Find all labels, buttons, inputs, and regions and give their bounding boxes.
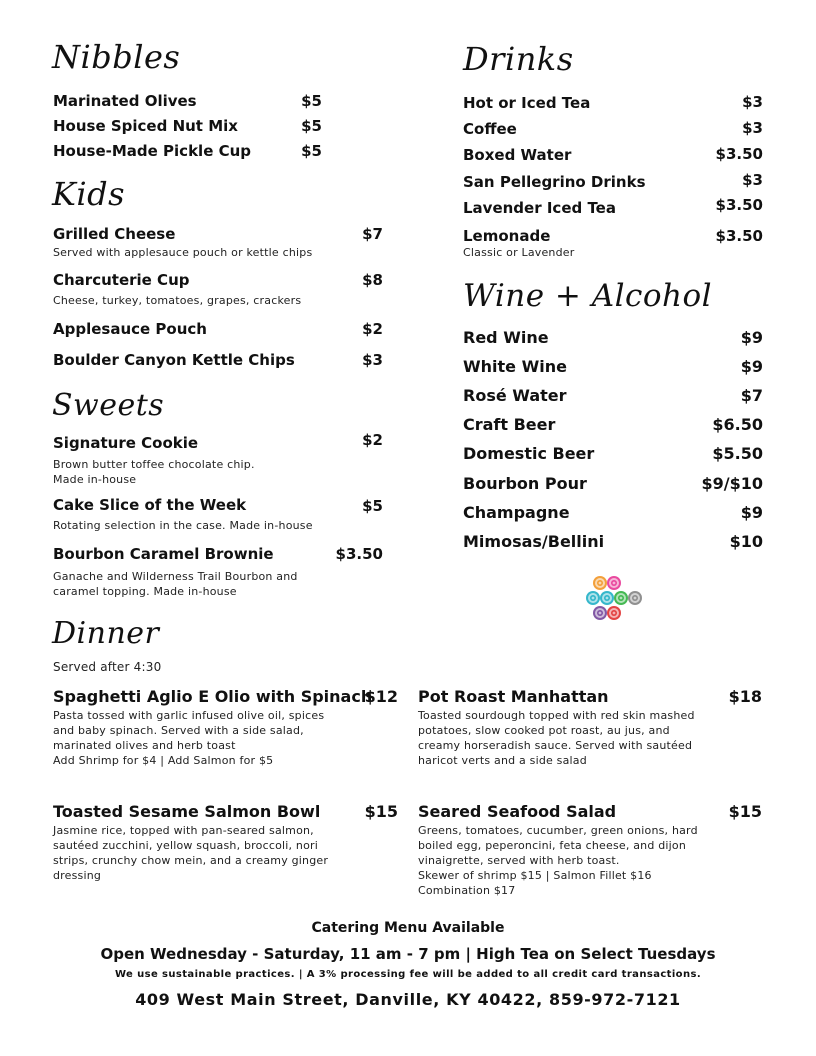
menu-item-description: strips, crunchy chow mein, and a creamy ginger [53,854,329,867]
menu-item-price: $9 [740,503,763,522]
menu-item-name: Boulder Canyon Kettle Chips [53,351,295,369]
menu-item-name: Mimosas/Bellini [463,532,605,551]
address-line: 409 West Main Street, Danville, KY 40422, 859-972-7121 [135,990,681,1009]
menu-item-price: $7 [362,225,383,243]
menu-item-description: Toasted sourdough topped with red skin mashed [418,709,695,722]
menu-item-price: $5 [301,117,322,135]
dinner-heading: Dinner [52,616,160,651]
menu-item-name: Red Wine [463,328,549,347]
menu-item-price: $3.50 [335,545,383,563]
menu-item-name: Bourbon Pour [463,474,587,493]
hours-line: Open Wednesday - Saturday, 11 am - 7 pm | High Tea on Select Tuesdays [100,945,716,963]
menu-item-price: $18 [728,687,762,706]
concentric-circles-logo-icon [584,573,644,629]
menu-item-price: $15 [728,802,762,821]
nibbles-heading: Nibbles [52,38,181,76]
menu-item-name: Craft Beer [463,415,556,434]
menu-item-price: $5.50 [712,444,763,463]
catering-notice: Catering Menu Available [311,920,505,936]
menu-item-name: Signature Cookie [53,434,199,452]
menu-item-description: Cheese, turkey, tomatoes, grapes, crackers [53,294,302,307]
menu-item-name: Champagne [463,503,570,522]
menu-item-price: $10 [729,532,763,551]
menu-item-description: boiled egg, peperoncini, feta cheese, and dijon [418,839,687,852]
menu-item-description: marinated olives and herb toast [53,739,236,752]
menu-item-price: $2 [362,431,383,449]
menu-item-name: Lavender Iced Tea [463,199,616,217]
dinner-served-note: Served after 4:30 [53,660,162,674]
menu-item-name: Marinated Olives [53,92,197,110]
menu-item-description: Combination $17 [418,884,516,897]
menu-item-name: White Wine [463,357,567,376]
policy-line: We use sustainable practices. | A 3% processing fee will be added to all credit card transactions. [114,969,702,980]
menu-item-description: potatoes, slow cooked pot roast, au jus, and [418,724,670,737]
menu-item-name: Boxed Water [463,146,572,164]
logo-circle [614,591,628,605]
menu-item-price: $3 [362,351,383,369]
menu-item-description: sautéed zucchini, yellow squash, broccoli, nori [53,839,318,852]
menu-item-price: $6.50 [712,415,763,434]
menu-item-price: $9/$10 [701,474,763,493]
menu-item-price: $8 [362,271,383,289]
menu-item-price: $5 [301,92,322,110]
menu-item-description: dressing [53,869,102,882]
logo-circle [593,606,607,620]
menu-item-name: House-Made Pickle Cup [53,142,252,160]
logo-circle [607,606,621,620]
logo-circle [586,591,600,605]
menu-item-name: Applesauce Pouch [53,320,207,338]
menu-item-description: vinaigrette, served with herb toast. [418,854,620,867]
kids-heading: Kids [52,175,126,213]
menu-item-description: haricot verts and a side salad [418,754,587,767]
menu-item-price: $3 [742,93,763,111]
menu-item-description: caramel topping. Made in-house [53,585,237,598]
menu-item-description: Skewer of shrimp $15 | Salmon Fillet $16 [418,869,652,882]
menu-item-name: Rosé Water [463,386,567,405]
menu-item-price: $9 [740,357,763,376]
menu-item-description: and baby spinach. Served with a side salad, [53,724,304,737]
menu-item-description: Brown butter toffee chocolate chip. [53,458,255,471]
menu-item-description: Ganache and Wilderness Trail Bourbon and [53,570,298,583]
menu-item-price: $3.50 [715,196,763,214]
menu-item-price: $12 [364,687,398,706]
menu-item-description: Pasta tossed with garlic infused olive oil, spices [53,709,325,722]
menu-item-name: Cake Slice of the Week [53,496,247,514]
menu-item-name: Spaghetti Aglio E Olio with Spinach [53,687,373,706]
menu-item-name: San Pellegrino Drinks [463,173,646,191]
wine-alcohol-heading: Wine + Alcohol [463,278,713,314]
menu-item-description: Jasmine rice, topped with pan-seared salmon, [53,824,314,837]
menu-item-name: Bourbon Caramel Brownie [53,545,274,563]
logo-circle [607,576,621,590]
menu-item-price: $3 [742,171,763,189]
menu-item-description: Rotating selection in the case. Made in-house [53,519,313,532]
logo-circle [593,576,607,590]
logo-circle [600,591,614,605]
drinks-heading: Drinks [463,40,574,78]
menu-item-price: $9 [740,328,763,347]
menu-item-price: $5 [362,497,383,515]
menu-item-description: Served with applesauce pouch or kettle chips [53,246,313,259]
menu-item-name: Seared Seafood Salad [418,802,617,821]
menu-item-description: Add Shrimp for $4 | Add Salmon for $5 [53,754,274,767]
menu-item-price: $5 [301,142,322,160]
menu-item-name: Charcuterie Cup [53,271,190,289]
logo-circle [628,591,642,605]
menu-item-description: Made in-house [53,473,137,486]
menu-item-description: creamy horseradish sauce. Served with sautéed [418,739,693,752]
menu-item-price: $15 [364,802,398,821]
menu-item-name: Hot or Iced Tea [463,94,591,112]
menu-item-name: Grilled Cheese [53,225,176,243]
menu-item-name: Domestic Beer [463,444,595,463]
sweets-heading: Sweets [52,388,165,423]
menu-item-price: $7 [740,386,763,405]
menu-item-name: Pot Roast Manhattan [418,687,609,706]
menu-item-price: $3 [742,119,763,137]
menu-item-description: Greens, tomatoes, cucumber, green onions, hard [418,824,698,837]
menu-item-name: Coffee [463,120,517,138]
menu-item-name: Toasted Sesame Salmon Bowl [53,802,321,821]
menu-item-price: $2 [362,320,383,338]
menu-item-price: $3.50 [715,145,763,163]
menu-item-name: House Spiced Nut Mix [53,117,238,135]
menu-item-price: $3.50 [715,227,763,245]
menu-item-name: Lemonade [463,227,551,245]
menu-item-description: Classic or Lavender [463,246,575,259]
